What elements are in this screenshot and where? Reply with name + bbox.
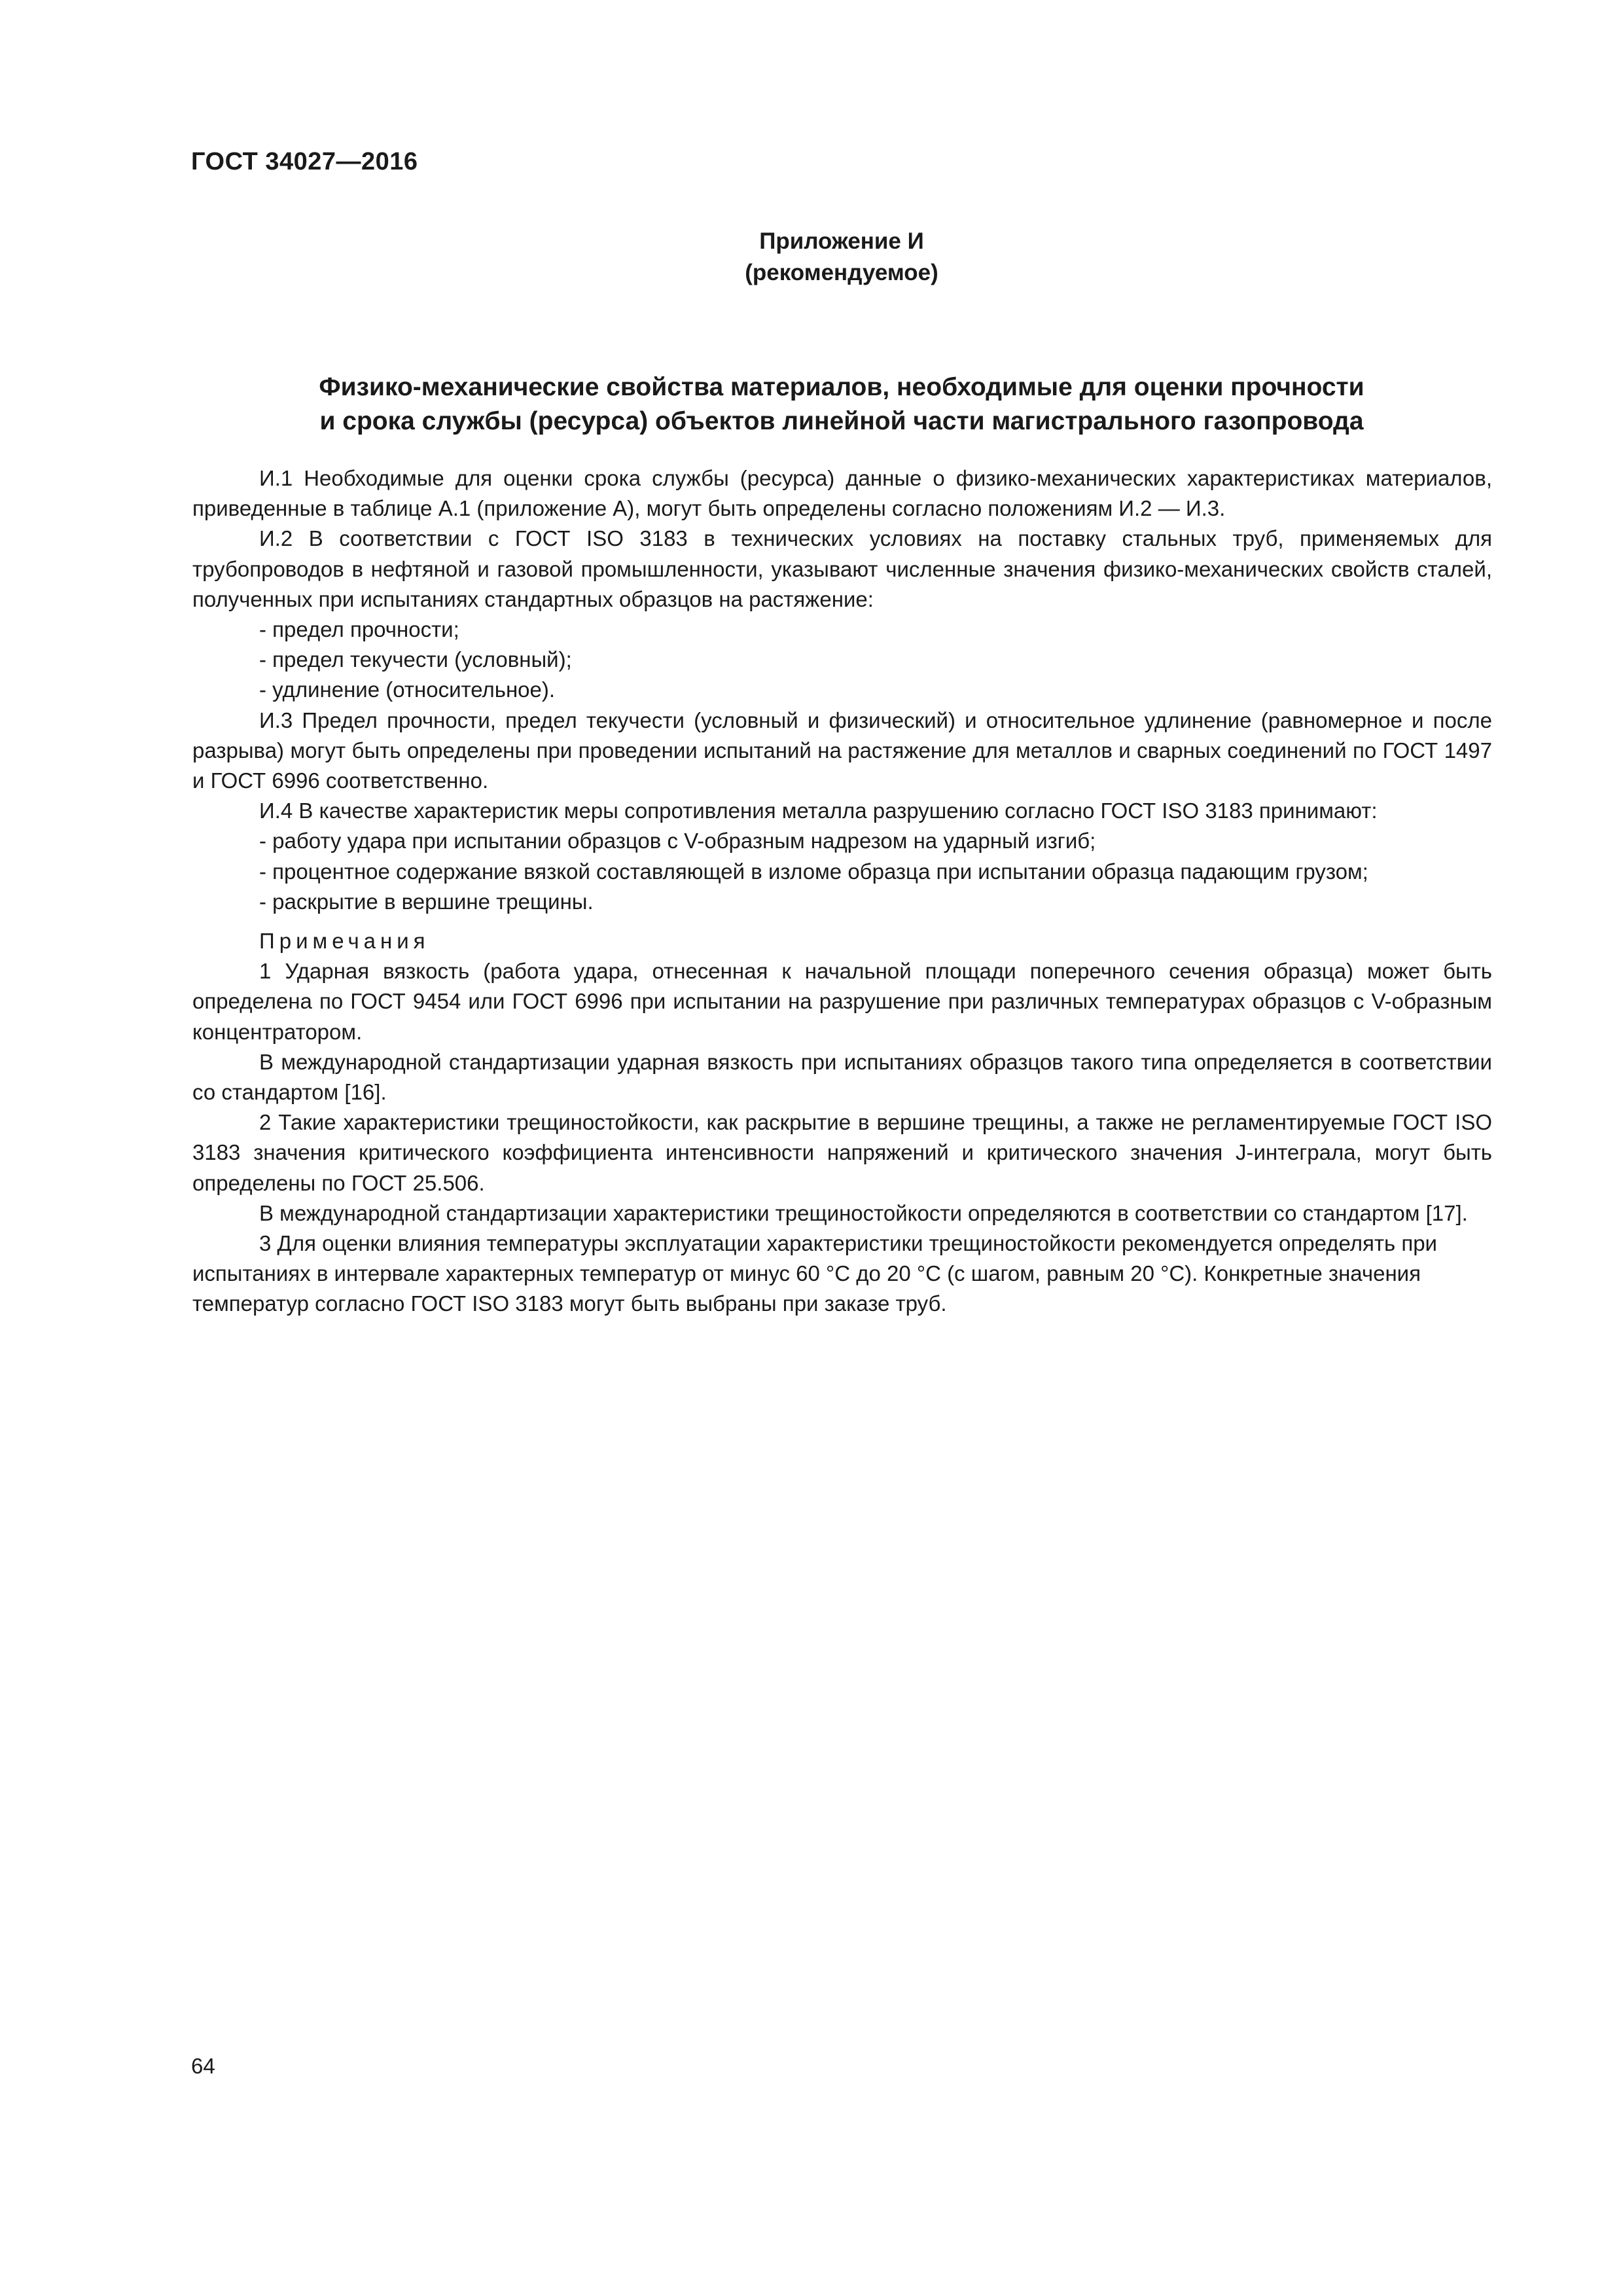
paragraph-i4: И.4 В качестве характеристик меры сопротивления металла разрушению согласно ГОСТ ISO 3183 принимают:: [259, 798, 1378, 823]
appendix-heading: [191, 226, 1492, 289]
paragraph-i1: И.1 Необходимые для оценки срока службы (ресурса) данные о физико-механических характеристиках материалов, приведенные в таблице А.1 (приложение А), могут быть определены согласно положениям И.2 — И.3.: [192, 466, 1492, 521]
appendix-status: (рекомендуемое): [745, 260, 938, 285]
note-2: 2 Такие характеристики трещиностойкости, как раскрытие в вершине трещины, а также не регламентируемые ГОСТ ISO 3183 значения критического коэффициента интенсивности напряжений и критического значения J-интеграла, могут быть определены по ГОСТ 25.506.: [192, 1110, 1492, 1195]
appendix-label: Приложение И: [759, 228, 924, 254]
note-1-international: В международной стандартизации ударная вязкость при испытаниях образцов такого типа определяется в соответствии со стандартом [16].: [192, 1049, 1492, 1105]
document-code: ГОСТ 34027—2016: [191, 148, 418, 175]
title-line-1: Физико-механические свойства материалов, необходимые для оценки прочности: [319, 373, 1364, 401]
list-item: - удлинение (относительное).: [259, 677, 556, 702]
notes-heading: Примечания: [259, 929, 430, 954]
body-text: [192, 463, 1492, 1319]
list-item: - предел прочности;: [259, 617, 459, 642]
note-1: 1 Ударная вязкость (работа удара, отнесенная к начальной площади поперечного сечения образца) может быть определена по ГОСТ 9454 или ГОСТ 6996 при испытании на разрушение при различных температурах образцов с V-образным концентратором.: [192, 959, 1492, 1044]
title-line-2: и срока службы (ресурса) объектов линейной части магистрального газопровода: [319, 407, 1364, 435]
paragraph-i3: И.3 Предел прочности, предел текучести (условный и физический) и относительное удлинение (равномерное и после разрыва) могут быть определены при проведении испытаний на растяжение для металлов и сварных соединений по ГОСТ 1497 и ГОСТ 6996 соответственно.: [192, 708, 1492, 793]
list-item: - процентное содержание вязкой составляющей в изломе образца при испытании образца падающим грузом;: [259, 859, 1368, 884]
list-item: - раскрытие в вершине трещины.: [259, 889, 594, 914]
paragraph-i2: И.2 В соответствии с ГОСТ ISO 3183 в технических условиях на поставку стальных труб, применяемых для трубопроводов в нефтяной и газовой промышленности, указывают численные значения физико-механических свойств сталей, полученных при испытаниях стандартных образцов на растяжение:: [192, 526, 1492, 611]
note-3: 3 Для оценки влияния температуры эксплуатации характеристики трещиностойкости рекомендуется определять при испытаниях в интервале характерных температур от минус 60 °С до 20 °С (с шагом, равным 20 °С). Конкретные значения температур согласно ГОСТ ISO 3183 могут быть выбраны при заказе труб.: [192, 1231, 1437, 1316]
list-item: - предел текучести (условный);: [259, 647, 572, 672]
list-item: - работу удара при испытании образцов с V-образным надрезом на ударный изгиб;: [259, 829, 1096, 853]
page-number: 64: [191, 2054, 215, 2078]
appendix-title: [191, 370, 1492, 439]
note-2-international: В международной стандартизации характеристики трещиностойкости определяются в соответствии со стандартом [17].: [259, 1200, 1468, 1225]
